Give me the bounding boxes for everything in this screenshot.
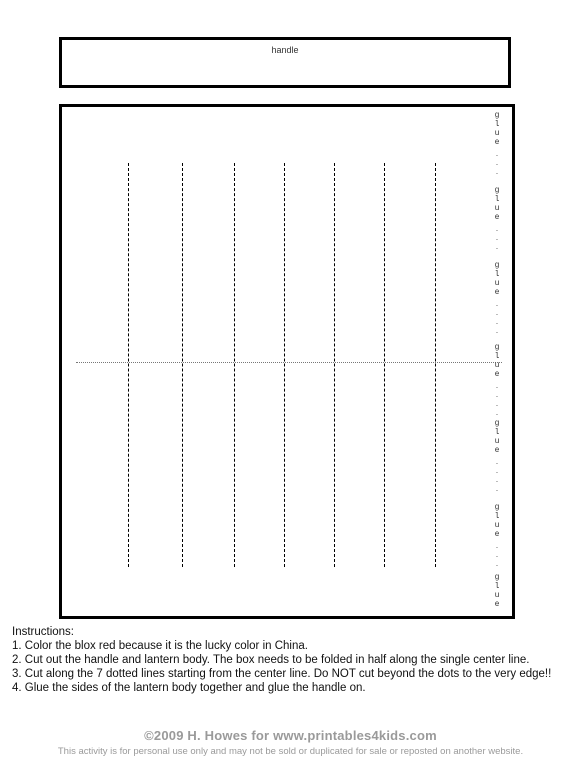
glue-label (492, 573, 502, 609)
cut-line (284, 163, 285, 567)
glue-letter: l (494, 428, 500, 437)
cut-line (128, 163, 129, 567)
copyright-credit: ©2009 H. Howes for www.printables4kids.com (144, 728, 437, 743)
glue-label (492, 111, 502, 147)
center-fold-line (76, 362, 502, 363)
glue-dots: . . . (495, 541, 499, 568)
glue-dots: . . . . (495, 381, 499, 417)
glue-letter: l (494, 195, 500, 204)
glue-letter: g (494, 186, 500, 195)
instruction-step-2: 2. Cut out the handle and lantern body. The box needs to be folded in half along the single center line. (12, 654, 530, 666)
glue-strip (492, 111, 502, 617)
cut-line (384, 163, 385, 567)
glue-letter: l (494, 512, 500, 521)
glue-letter: u (494, 279, 500, 288)
glue-dots: . . . (495, 149, 499, 176)
glue-label (492, 261, 502, 297)
glue-letter: u (494, 129, 500, 138)
glue-label (492, 419, 502, 455)
glue-letter: l (494, 270, 500, 279)
glue-letter: l (494, 352, 500, 361)
glue-letter: u (494, 437, 500, 446)
glue-letter: u (494, 361, 500, 370)
instruction-step-1: 1. Color the blox red because it is the lucky color in China. (12, 640, 308, 652)
glue-letter: e (494, 530, 500, 539)
instruction-step-4: 4. Glue the sides of the lantern body together and glue the handle on. (12, 682, 366, 694)
glue-dots: . . . (495, 224, 499, 251)
glue-letter: u (494, 204, 500, 213)
handle-strip (59, 37, 511, 88)
glue-label (492, 186, 502, 222)
glue-letter: g (494, 343, 500, 352)
glue-letter: e (494, 138, 500, 147)
glue-letter: g (494, 503, 500, 512)
glue-letter: e (494, 600, 500, 609)
cut-line (234, 163, 235, 567)
glue-letter: e (494, 213, 500, 222)
cut-line (182, 163, 183, 567)
instructions-heading: Instructions: (12, 626, 74, 638)
glue-letter: g (494, 419, 500, 428)
glue-letter: g (494, 573, 500, 582)
glue-letter: e (494, 288, 500, 297)
glue-letter: e (494, 446, 500, 455)
glue-letter: g (494, 111, 500, 120)
glue-letter: l (494, 582, 500, 591)
glue-letter: u (494, 521, 500, 530)
glue-dots: . . . . (495, 299, 499, 335)
glue-letter: l (494, 120, 500, 129)
glue-letter: e (494, 370, 500, 379)
cut-line (435, 163, 436, 567)
instruction-step-3: 3. Cut along the 7 dotted lines starting from the center line. Do NOT cut beyond the dots to the very edge!! (12, 668, 552, 680)
glue-letter: u (494, 591, 500, 600)
glue-label (492, 343, 502, 379)
usage-disclaimer: This activity is for personal use only and may not be sold or duplicated for sale or reposted on another website. (57, 746, 524, 757)
lantern-body (59, 104, 515, 619)
glue-dots: . . . . (495, 457, 499, 493)
cut-line (334, 163, 335, 567)
glue-letter: g (494, 261, 500, 270)
handle-label: handle (271, 45, 299, 55)
instructions (12, 625, 577, 695)
glue-label (492, 503, 502, 539)
